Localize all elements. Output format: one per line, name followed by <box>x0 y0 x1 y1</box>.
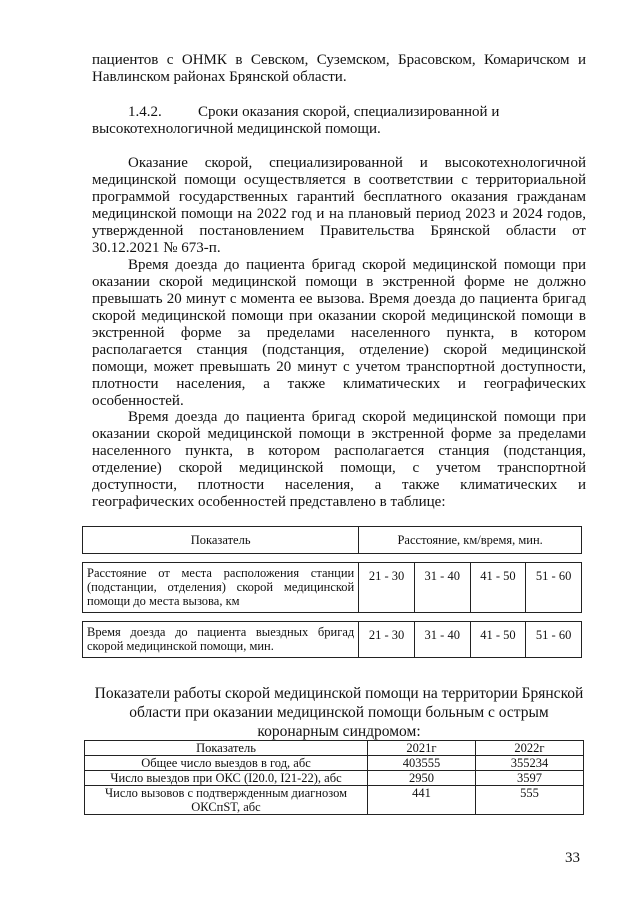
cell-value: 355234 <box>476 756 584 771</box>
table-gap-row <box>83 613 582 622</box>
table-row <box>83 622 582 658</box>
cell-value: 51 - 60 <box>526 563 582 613</box>
table-row <box>85 756 584 771</box>
distance-time-table <box>82 526 582 658</box>
cell-value: 41 - 50 <box>470 563 526 613</box>
paragraph-arrival-time: Время доезда до пациента бригад скорой медицинской помощи при оказании скорой медицинской помощи в экстренной форме не должно превышать 20 минут с момента ее вызова. Время доезда до пациента бригад скорой медицинской помощи при оказании скорой медицинской помощи в экстренной форме за пределами населенного пункта, в котором располагается станция (подстанция, отделение) скорой медицинской помощи, может превышать 20 минут с учетом транспортной доступности, плотности населения, а также климатических и географических особенностей. <box>92 257 586 409</box>
cell-value: 31 - 40 <box>414 563 470 613</box>
table-header-row <box>85 741 584 756</box>
header-year: 2021г <box>368 741 476 756</box>
table-header-row <box>83 527 582 554</box>
cell-value: 51 - 60 <box>526 622 582 658</box>
paragraph-table-intro: Время доезда до пациента бригад скорой медицинской помощи при оказании скорой медицинской помощи в экстренной форме за пределами населенного пункта, в котором располагается станция (подстанция, отделение) скорой медицинской помощи, с учетом транспортной доступности, плотности населения, а также климатических и географических особенностей представлено в таблице: <box>92 409 586 510</box>
row-label: Расстояние от места расположения станции (подстанции, отделения) скорой медицинской помощи до места вызова, км <box>83 563 359 613</box>
section-number: 1.4.2. <box>128 104 162 120</box>
row-label: Число вызовов с подтвержденным диагнозом ОКСпST, абс <box>85 786 368 815</box>
cell-value: 441 <box>368 786 476 815</box>
acs-table-caption: Показатели работы скорой медицинской помощи на территории Брянской области при оказании медицинской помощи больным с острым коронарным синдромом: <box>94 685 584 740</box>
cell-value: 21 - 30 <box>359 622 415 658</box>
cell-value: 2950 <box>368 771 476 786</box>
cell-value: 21 - 30 <box>359 563 415 613</box>
header-year: 2022г <box>476 741 584 756</box>
cell-value: 403555 <box>368 756 476 771</box>
header-indicator: Показатель <box>85 741 368 756</box>
row-label: Число выездов при ОКС (I20.0, I21-22), абс <box>85 771 368 786</box>
row-label: Время доезда до пациента выездных бригад скорой медицинской помощи, мин. <box>83 622 359 658</box>
cell-value: 555 <box>476 786 584 815</box>
table-gap-row <box>83 554 582 563</box>
paragraph-legal-basis: Оказание скорой, специализированной и высокотехнологичной медицинской помощи осуществляется в соответствии с территориальной программой государственных гарантий бесплатного оказания гражданам медицинской помощи на 2022 год и на плановый период 2023 и 2024 годов, утвержденной постановлением Правительства Брянской области от 30.12.2021 № 673-п. <box>92 155 586 256</box>
page-number: 33 <box>565 850 580 866</box>
table-row <box>83 563 582 613</box>
table-row <box>85 771 584 786</box>
row-label: Общее число выездов в год, абс <box>85 756 368 771</box>
section-heading <box>92 104 586 138</box>
paragraph-intro: пациентов с ОНМК в Севском, Суземском, Брасовском, Комаричском и Навлинском районах Брянской области. <box>92 52 586 85</box>
table-row <box>85 786 584 815</box>
cell-value: 41 - 50 <box>470 622 526 658</box>
section-title: Сроки оказания скорой, специализированной и высокотехнологичной медицинской помощи. <box>92 104 500 137</box>
acs-stats-table <box>84 740 584 815</box>
cell-value: 3597 <box>476 771 584 786</box>
cell-value: 31 - 40 <box>414 622 470 658</box>
header-distance: Расстояние, км/время, мин. <box>359 527 582 554</box>
header-indicator: Показатель <box>83 527 359 554</box>
